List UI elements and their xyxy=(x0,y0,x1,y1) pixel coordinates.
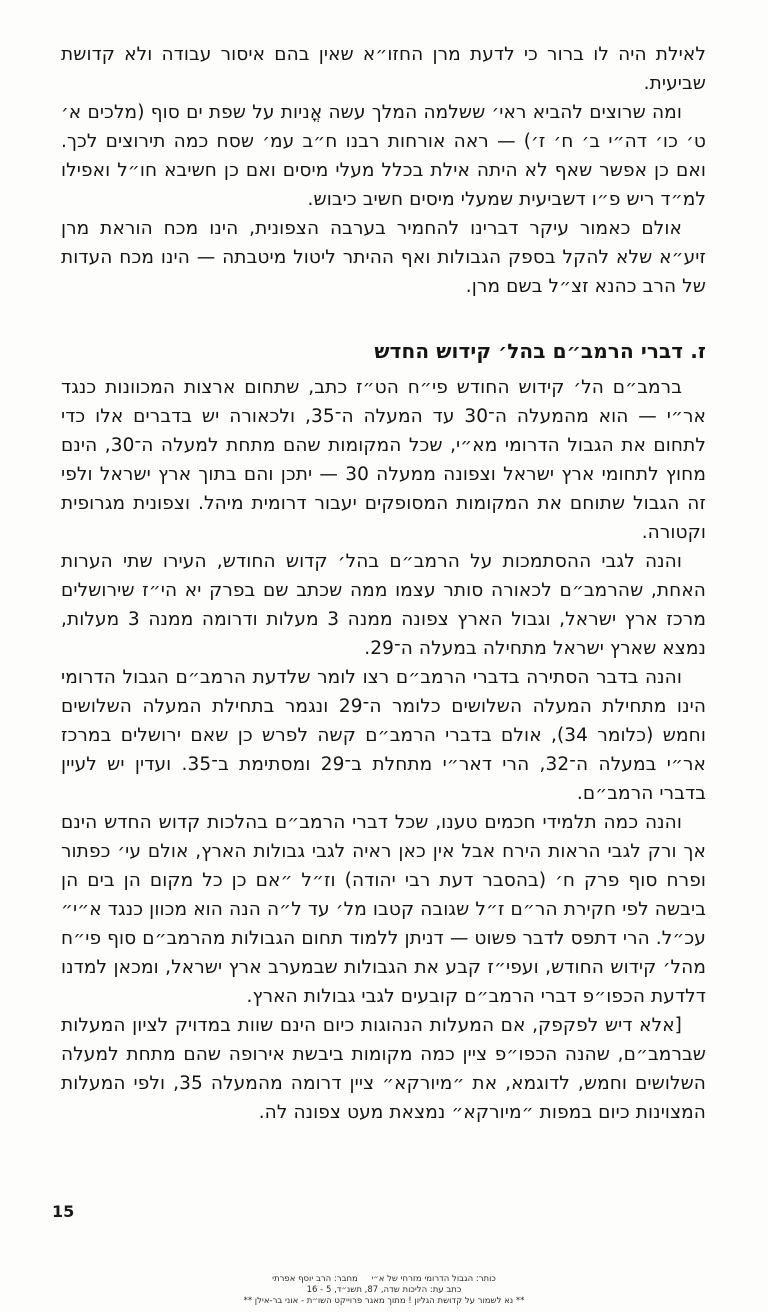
body-paragraph: אולם כאמור עיקר דברינו להחמיר בערבה הצפונית, הינו מכח הוראת מרן זיע״א שלא להקל בספק הגבולות ואף ההיתר ליטול מיטבתה — הינו מכח העדות של הרב כהנא זצ״ל בשם מרן. xyxy=(61,218,706,297)
body-paragraph: והנה כמה תלמידי חכמים טענו, שכל דברי הרמב״ם בהלכות קדוש החדש הינם אך ורק לגבי הראות הירח אבל אין כאן ראיה לגבי גבולות הארץ, אולם עי׳ כפתור ופרח סוף פרק ח׳ (בהסבר דעת רבי יהודה) וז״ל ״אם כן כל מקום הן בים הן ביבשה לפי חקירת הר״ם ז״ל שגובה קטבו מל׳ עד ל״ה הנה הוא מכוון כנגד א״י״ עכ״ל. הרי דתפס לדבר פשוט — דניתן ללמוד תחום הגבולות מהרמב״ם סוף פי״ח מהל׳ קידוש החודש, ועפי״ז קבע את הגבולות שבמערב ארץ ישראל, ומכאן למדנו דלדעת הכפו״פ דברי הרמב״ם קובעים לגבי גבולות הארץ. xyxy=(61,812,706,1007)
body-paragraph: והנה לגבי ההסתמכות על הרמב״ם בהל׳ קדוש החודש, העירו שתי הערות האחת, שהרמב״ם לכאורה סותר עצמו ממה שכתב שם בפרק יא הי״ז שירושלים מרכז ארץ ישראל, וגבול הארץ צפונה ממנה 3 מעלות ודרומה ממנה 3 מעלות, נמצא שארץ ישראל מתחילה במעלה ה־29. xyxy=(61,551,706,659)
footer-line-notice: ** נא לשמור על קדושת הגליון ! מתוך מאגר פרוייקט השו״ת - אוני בר-אילן ** xyxy=(243,1296,525,1306)
footer-line-journal: כתב עת: הליכות שדה, 87, תשנ״ד, 5 - 16 xyxy=(306,1285,462,1295)
footer-line-title-author: כותר: הגבול הדרומי מזרחי של א״י מחבר: הרב יוסף אפרתי xyxy=(272,1274,496,1284)
footer xyxy=(0,1274,768,1307)
body-paragraph: ומה שרוצים להביא ראי׳ ששלמה המלך עשה אֳניות על שפת ים סוף (מלכים א׳ ט׳ כו׳ דה״י ב׳ ח׳ ז׳) — ראה אורחות רבנו ח״ב עמ׳ שסח כמה תירוצים לכך. ואם כן אפשר שאף לא היתה אילת בכלל מעלי מיסים ואם כן חשיבא חו״ל ואפילו למ״ד ריש פ״ו דשביעית שמעלי מיסים חשיב כיבוש. xyxy=(61,102,706,210)
body-paragraph: [אלא דיש לפקפק, אם המעלות הנהוגות כיום הינם שוות במדויק לציון המעלות שברמב״ם, שהנה הכפו״פ ציין כמה מקומות ביבשת אירופה שהם מתחת למעלה השלושים וחמש, לדוגמא, את ״מיורקא״ ציין דרומה מהמעלה 35, ולפי המעלות המצוינות כיום במפות ״מיורקא״ נמצאת מעט צפונה לה. xyxy=(61,1015,706,1123)
body-paragraph: והנה בדבר הסתירה בדברי הרמב״ם רצו לומר שלדעת הרמב״ם הגבול הדרומי הינו מתחילת המעלה השלושים כלומר ה־29 ונגמר בתחילת המעלה השלושים וחמש (כלומר 34), אולם בדברי הרמב״ם קשה לפרש כן שאם ירושלים במרכז אר״י במעלה ה־32, הרי דאר״י מתחלת ב־29 ומסתימת ב־35. ועדין יש לעיין בדברי הרמב״ם. xyxy=(61,667,706,804)
section-heading: ז. דברי הרמב״ם בהל׳ קידוש החדש xyxy=(374,339,706,363)
body-paragraph: ברמב״ם הל׳ קידוש החודש פי״ח הט״ז כתב, שתחום ארצות המכוונות כנגד אר״י — הוא מהמעלה ה־30 עד המעלה ה־35, ולכאורה יש בדברים אלו כדי לתחום את הגבול הדרומי מא״י, שכל המקומות שהם מתחת למעלה ה־30, הינם מחוץ לתחומי ארץ ישראל וצפונה ממעלה 30 — יתכן והם בתוך ארץ ישראל ולפי זה הגבול שתוחם את המקומות המסופקים יעבור דרומית מיהל. וצפונית מגרופית וקטורה. xyxy=(61,377,707,543)
page-number: 15 xyxy=(52,1202,75,1221)
text-block xyxy=(61,40,706,1127)
body-paragraph: לאילת היה לו ברור כי לדעת מרן החזו״א שאין בהם איסור עבודה ולא קדושת שביעית. xyxy=(61,44,706,94)
